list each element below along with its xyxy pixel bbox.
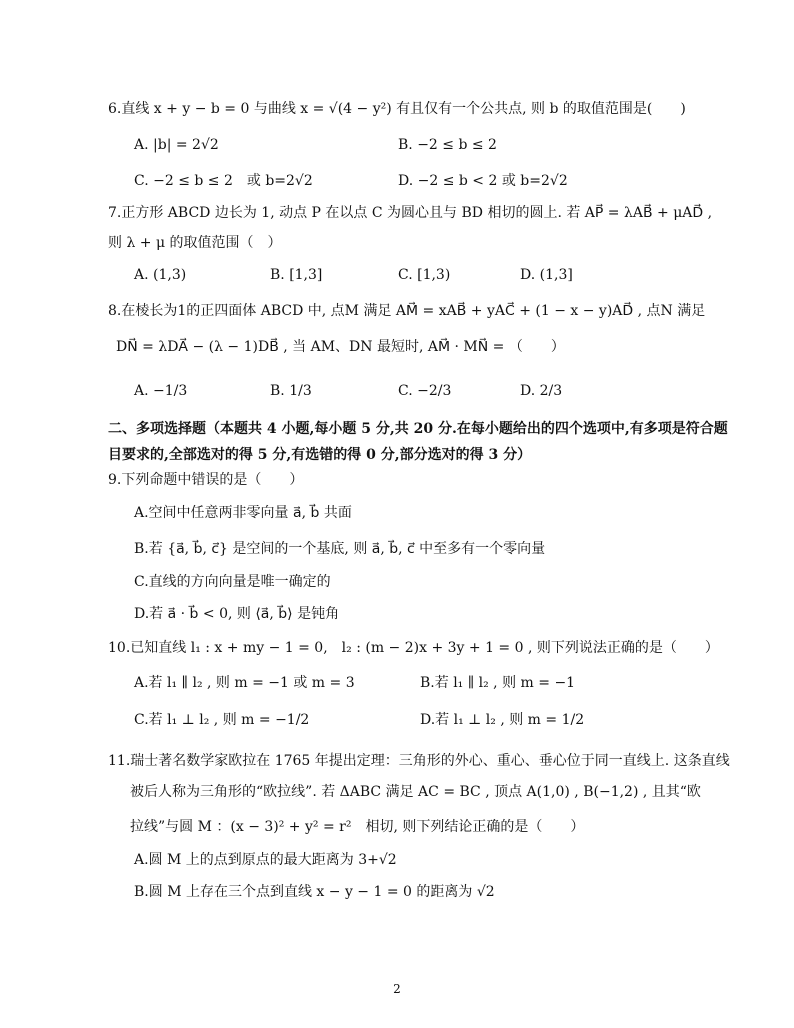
q11-stem-line1: 11.瑞士著名数学家欧拉在 1765 年提出定理：三角形的外心、重心、垂心位于同一直线上. 这条直线 [108, 753, 730, 769]
q6-stem: 6.直线 x + y − b = 0 与曲线 x = √(4 − y²) 有且仅有一个公共点, 则 b 的取值范围是( ) [108, 101, 686, 117]
q6-option-b: B. −2 ≤ b ≤ 2 [398, 137, 497, 153]
q6-option-a: A. |b| = 2√2 [134, 137, 219, 153]
q6-option-c: C. −2 ≤ b ≤ 2 或 b=2√2 [134, 173, 313, 189]
q10-stem: 10.已知直线 l₁ : x + my − 1 = 0, l₂ : (m − 2)x + 3y + 1 = 0 , 则下列说法正确的是（ ） [108, 640, 719, 656]
q11-stem-line2: 被后人称为三角形的“欧拉线”. 若 ΔABC 满足 AC = BC , 顶点 A(1,0) , B(−1,2) , 且其“欧 [130, 784, 701, 800]
q10-option-b: B.若 l₁ ∥ l₂ , 则 m = −1 [420, 675, 576, 691]
q9-option-d: D.若 a⃗ · b⃗ < 0, 则 ⟨a⃗, b⃗⟩ 是钝角 [134, 606, 340, 622]
q9-option-a: A.空间中任意两非零向量 a⃗, b⃗ 共面 [134, 505, 352, 521]
q11-stem-line3: 拉线”与圆 M ：(x − 3)² + y² = r² 相切, 则下列结论正确的是（ ） [130, 819, 585, 835]
q9-stem: 9.下列命题中错误的是（ ） [108, 472, 304, 488]
q7-stem-line2: 则 λ + μ 的取值范围（ ） [108, 235, 282, 251]
q7-option-b: B. [1,3] [270, 267, 323, 283]
q7-option-a: A. (1,3) [134, 267, 187, 283]
q8-option-c: C. −2/3 [398, 383, 452, 399]
section2-heading-line2: 目要求的,全部选对的得 5 分,有选错的得 0 分,部分选对的得 3 分） [108, 447, 532, 463]
q9-option-c: C.直线的方向向量是唯一确定的 [134, 574, 331, 590]
q7-stem-line1: 7.正方形 ABCD 边长为 1, 动点 P 在以点 C 为圆心且与 BD 相切的圆上. 若 AP⃗ = λAB⃗ + μAD⃗ , [108, 205, 713, 221]
q8-option-b: B. 1/3 [270, 383, 312, 399]
q10-option-c: C.若 l₁ ⊥ l₂ , 则 m = −1/2 [134, 712, 310, 728]
q8-stem-line1: 8.在棱长为1的正四面体 ABCD 中, 点M 满足 AM⃗ = xAB⃗ + yAC⃗ + (1 − x − y)AD⃗ , 点N 满足 [108, 303, 706, 319]
q7-option-d: D. (1,3] [520, 267, 573, 283]
q8-stem-line2: DN⃗ = λDA⃗ − (λ − 1)DB⃗ , 当 AM、DN 最短时, AM⃗ · MN⃗ = （ ） [116, 339, 565, 355]
section2-heading-line1: 二、多项选择题（本题共 4 小题,每小题 5 分,共 20 分.在每小题给出的四个选项中,有多项是符合题 [108, 421, 728, 437]
q8-option-d: D. 2/3 [520, 383, 563, 399]
q11-option-a: A.圆 M 上的点到原点的最大距离为 3+√2 [134, 852, 397, 868]
q10-option-a: A.若 l₁ ∥ l₂ , 则 m = −1 或 m = 3 [134, 675, 355, 691]
q6-option-d: D. −2 ≤ b < 2 或 b=2√2 [398, 173, 568, 189]
q7-option-c: C. [1,3) [398, 267, 451, 283]
q11-option-b: B.圆 M 上存在三个点到直线 x − y − 1 = 0 的距离为 √2 [134, 884, 495, 900]
q9-option-b: B.若 {a⃗, b⃗, c⃗} 是空间的一个基底, 则 a⃗, b⃗, c⃗ 中至多有一个零向量 [134, 541, 546, 557]
q10-option-d: D.若 l₁ ⊥ l₂ , 则 m = 1/2 [420, 712, 585, 728]
q8-option-a: A. −1/3 [134, 383, 188, 399]
page-number: 2 [393, 982, 401, 996]
